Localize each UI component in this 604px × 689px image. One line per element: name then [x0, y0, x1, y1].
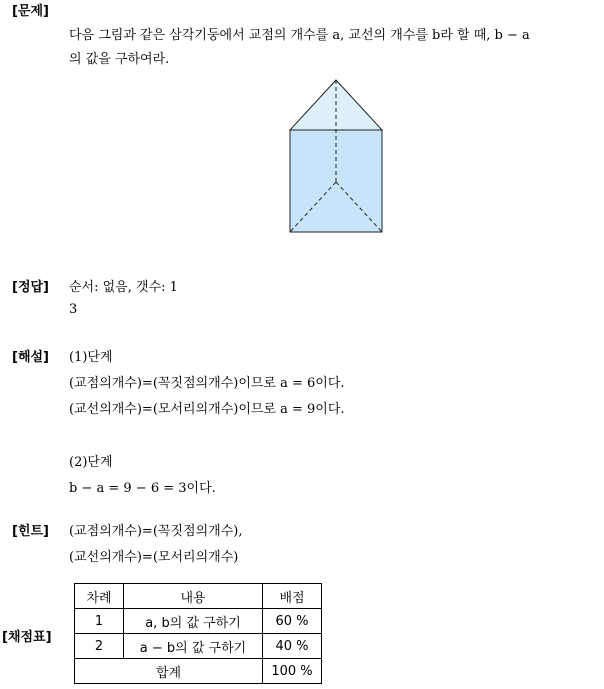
row-content: a − b의 값 구하기	[124, 634, 263, 659]
table-row	[75, 609, 322, 634]
total-score: 100 %	[263, 659, 322, 684]
solution-step2-title: (2)단계	[69, 455, 113, 470]
scoring-total-row	[75, 659, 322, 684]
hint-line1: (교점의개수)=(꼭짓점의개수),	[69, 524, 243, 539]
problem-label: [문제]	[12, 4, 49, 19]
answer-value: 3	[69, 302, 78, 317]
row-score: 40 %	[263, 634, 322, 659]
answer-label: [정답]	[12, 280, 49, 295]
solution-step1-title: (1)단계	[69, 350, 113, 365]
row-content: a, b의 값 구하기	[124, 609, 263, 634]
header-order: 차례	[75, 584, 124, 609]
solution-step1-line1: (교점의개수)=(꼭짓점의개수)이므로 a = 6이다.	[69, 376, 345, 391]
triangular-prism-figure	[288, 76, 388, 236]
table-row	[75, 634, 322, 659]
answer-meta: 순서: 없음, 갯수: 1	[69, 280, 178, 295]
row-score: 60 %	[263, 609, 322, 634]
scoring-table	[74, 583, 322, 684]
problem-text-line2: 의 값을 구하여라.	[69, 52, 170, 67]
solution-step1-line2: (교선의개수)=(모서리의개수)이므로 a = 9이다.	[69, 402, 345, 417]
hint-label: [힌트]	[12, 524, 49, 539]
row-order: 2	[75, 634, 124, 659]
hint-line2: (교선의개수)=(모서리의개수)	[69, 550, 239, 565]
solution-label: [해설]	[12, 350, 49, 365]
header-content: 내용	[124, 584, 263, 609]
total-label: 합계	[75, 659, 263, 684]
scoring-header-row	[75, 584, 322, 609]
row-order: 1	[75, 609, 124, 634]
solution-step2-line1: b − a = 9 − 6 = 3이다.	[69, 481, 216, 496]
header-score: 배점	[263, 584, 322, 609]
problem-text-line1: 다음 그림과 같은 삼각기둥에서 교점의 개수를 a, 교선의 개수를 b라 할 때, b − a	[69, 28, 530, 43]
scoring-label: [채점표]	[2, 630, 52, 645]
